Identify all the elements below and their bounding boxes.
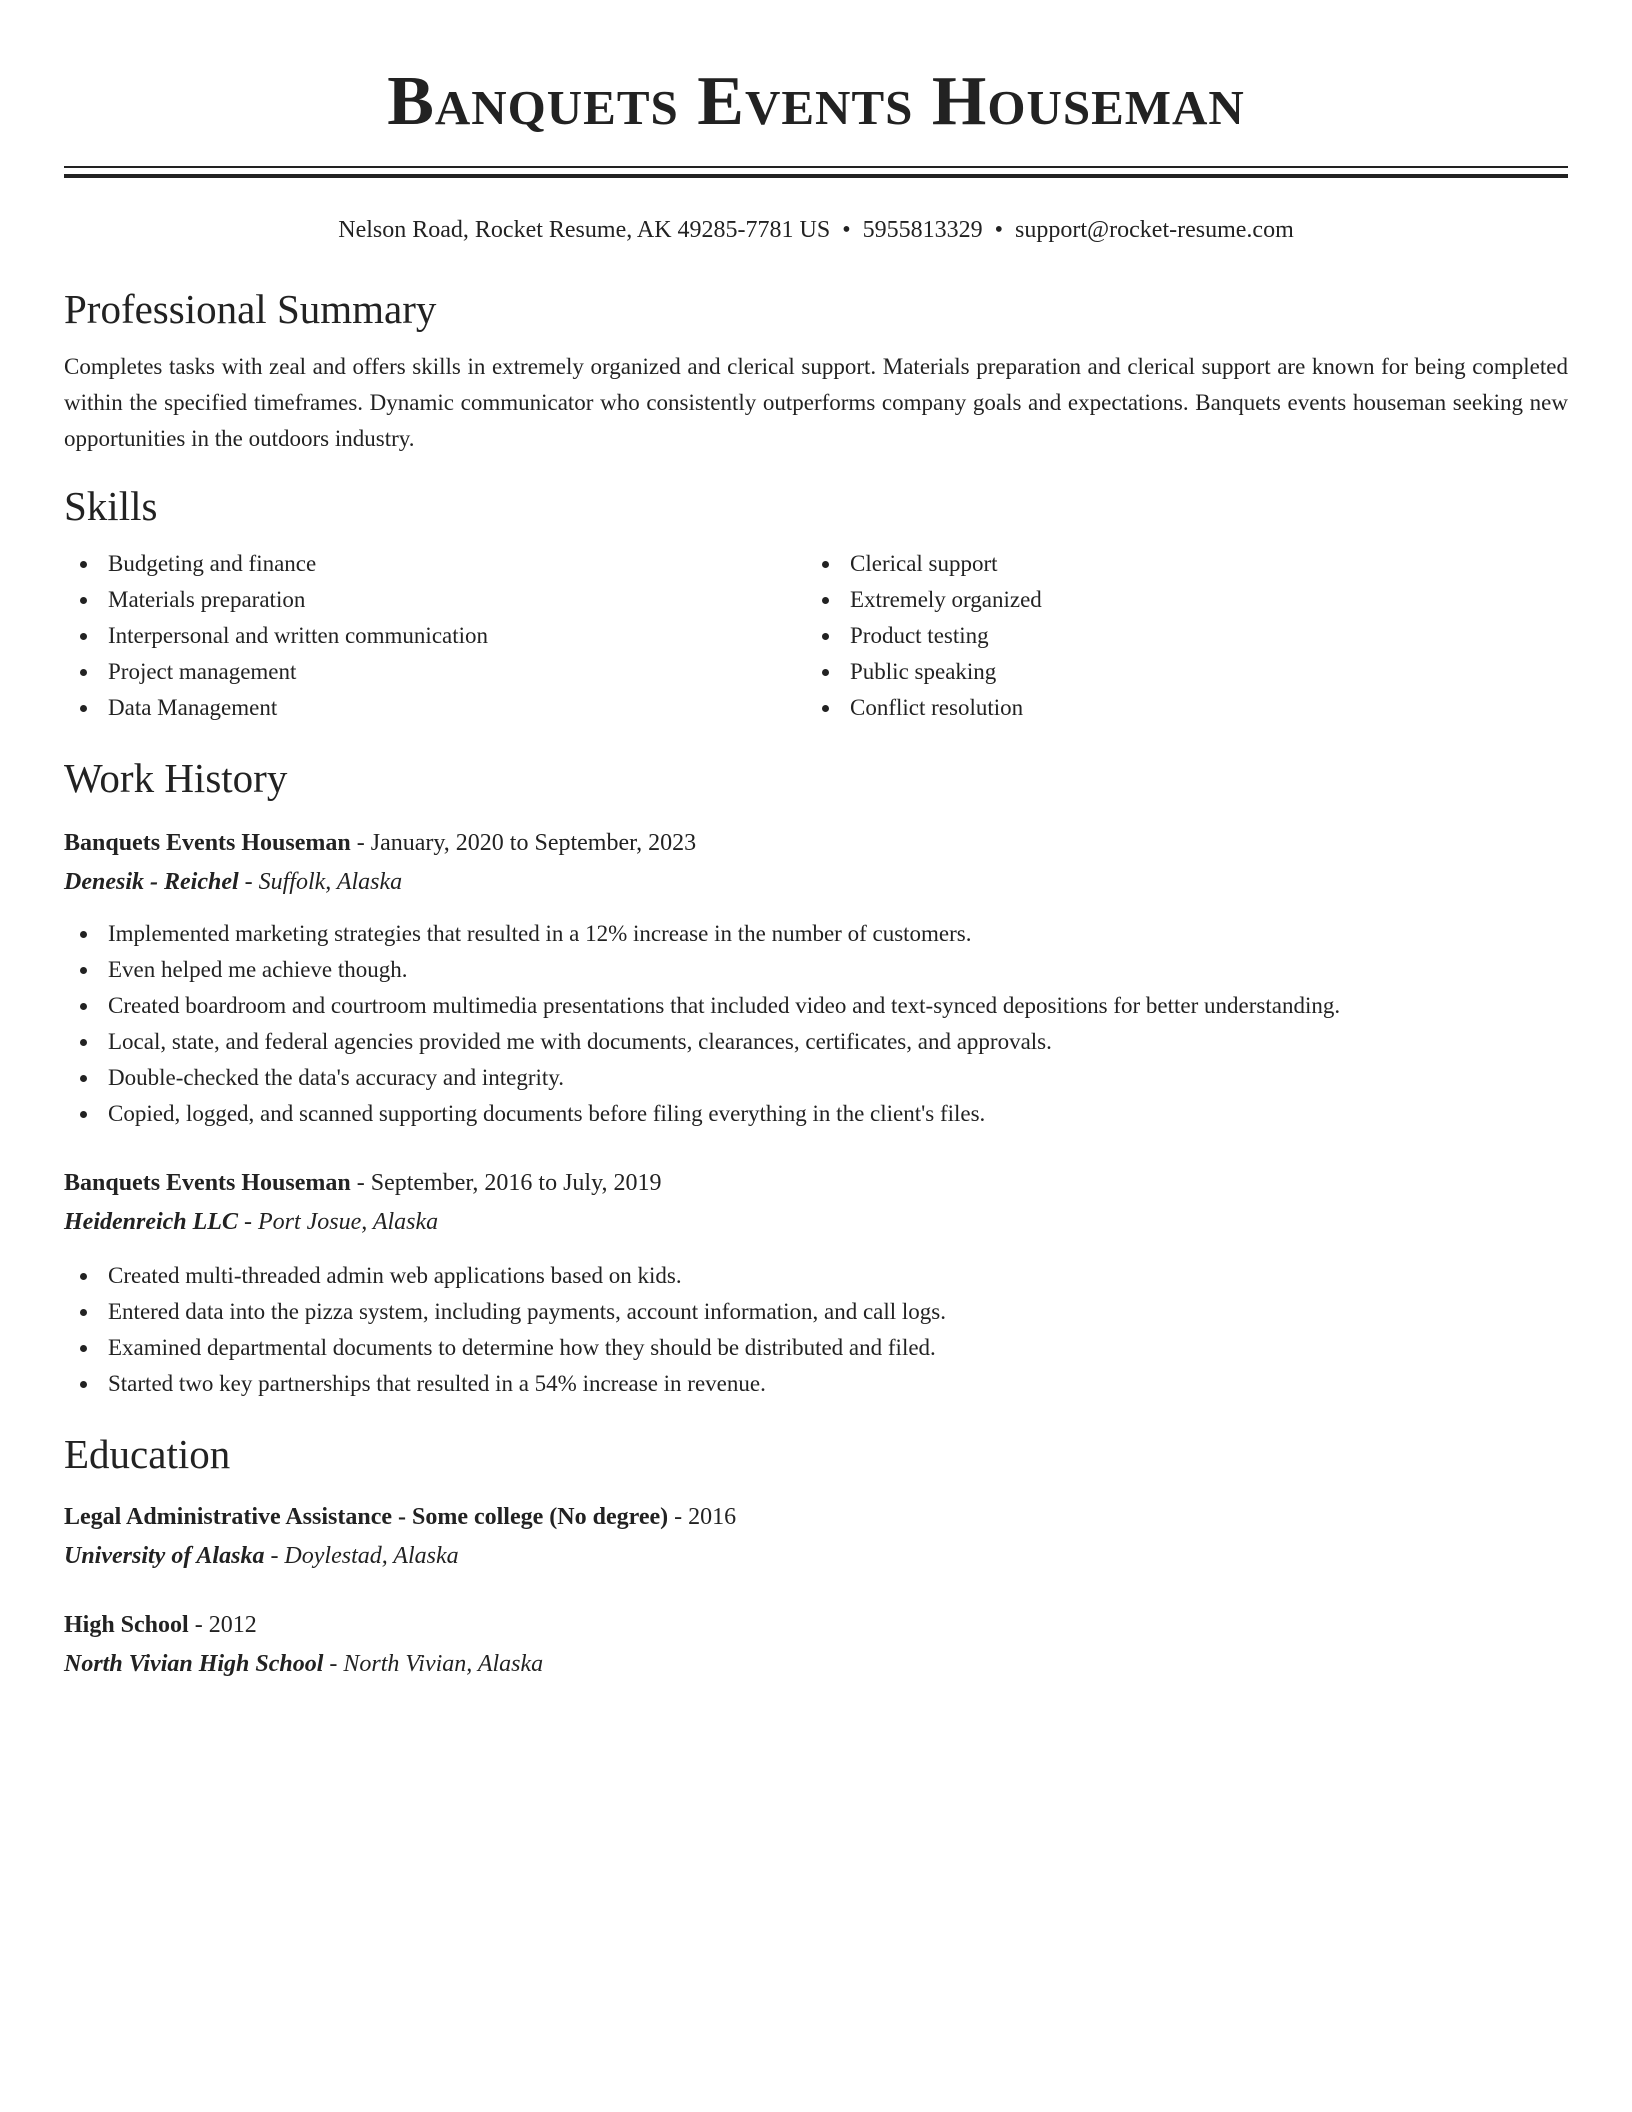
education-entry: [64, 1606, 1568, 1684]
skill-item: Clerical support: [806, 546, 1548, 582]
job-dates: - January, 2020 to September, 2023: [350, 830, 697, 856]
job-role: Banquets Events Houseman: [64, 1170, 351, 1196]
job-bullet: Copied, logged, and scanned supporting documents before filing everything in the client's files.: [64, 1096, 1568, 1132]
header-rule-thick: [64, 174, 1568, 178]
education-institution: [64, 1645, 1568, 1684]
skill-item: Conflict resolution: [806, 690, 1548, 726]
job-dates: - September, 2016 to July, 2019: [350, 1170, 662, 1196]
skill-item: Budgeting and finance: [64, 546, 806, 582]
education-institution: [64, 1537, 1568, 1576]
job-bullet: Created multi-threaded admin web applications based on kids.: [64, 1258, 1568, 1294]
education-degree: High School: [64, 1612, 189, 1638]
education-year: - 2016: [668, 1504, 737, 1530]
skills-column-right: [806, 546, 1548, 726]
skills-heading: Skills: [64, 483, 158, 529]
skill-item: Project management: [64, 654, 806, 690]
education-school: University of Alaska: [64, 1543, 265, 1569]
skill-item: Extremely organized: [806, 582, 1548, 618]
job-role: Banquets Events Houseman: [64, 830, 351, 856]
summary-heading: Professional Summary: [64, 286, 437, 332]
job-bullet: Started two key partnerships that resulted in a 54% increase in revenue.: [64, 1366, 1568, 1402]
job-employer: [64, 863, 1568, 902]
job-entry: [64, 1164, 1568, 1402]
education-school: North Vivian High School: [64, 1651, 324, 1677]
education-location: - Doylestad, Alaska: [264, 1543, 459, 1569]
job-bullets: [64, 916, 1568, 1132]
job-header: [64, 1164, 1568, 1203]
education-header: [64, 1606, 1568, 1645]
contact-separator: •: [842, 217, 851, 243]
skill-item: Product testing: [806, 618, 1548, 654]
job-company: Denesik - Reichel: [64, 869, 239, 895]
job-bullet: Entered data into the pizza system, including payments, account information, and call logs.: [64, 1294, 1568, 1330]
education-year: - 2012: [188, 1612, 257, 1638]
job-company: Heidenreich LLC: [64, 1209, 238, 1235]
summary-text: Completes tasks with zeal and offers skills in extremely organized and clerical support. Materials preparation and clerical support are known for being completed within the specified timeframes. Dynamic communicator who consistently outperforms company goals and expectations. Banquets events houseman seeking new opportunities in the outdoors industry.: [64, 354, 1568, 451]
skills-column-left: [64, 546, 806, 726]
job-bullet: Examined departmental documents to determine how they should be distributed and filed.: [64, 1330, 1568, 1366]
header-rule-thin: [64, 166, 1568, 168]
job-bullet: Created boardroom and courtroom multimedia presentations that included video and text-synced depositions for better understanding.: [64, 988, 1568, 1024]
contact-phone: 5955813329: [862, 217, 983, 243]
contact-separator: •: [994, 217, 1004, 243]
skills-list: [64, 546, 1568, 726]
job-bullets: [64, 1258, 1568, 1402]
job-bullet: Double-checked the data's accuracy and integrity.: [64, 1060, 1568, 1096]
skill-item: Interpersonal and written communication: [64, 618, 806, 654]
resume-name: Banquets Events Houseman: [387, 63, 1245, 140]
job-employer: [64, 1203, 1568, 1242]
skill-item: Materials preparation: [64, 582, 806, 618]
job-entry: [64, 824, 1568, 1132]
job-location: - Port Josue, Alaska: [237, 1209, 439, 1235]
skill-item: Data Management: [64, 690, 806, 726]
contact-line: [64, 215, 1568, 245]
education-entry: [64, 1498, 1568, 1576]
education-header: [64, 1498, 1568, 1537]
job-header: [64, 824, 1568, 863]
work-history-heading: Work History: [64, 755, 288, 801]
education-heading: Education: [64, 1431, 231, 1477]
job-bullet: Implemented marketing strategies that resulted in a 12% increase in the number of customers.: [64, 916, 1568, 952]
job-bullet: Even helped me achieve though.: [64, 952, 1568, 988]
job-location: - Suffolk, Alaska: [238, 869, 403, 895]
contact-address: Nelson Road, Rocket Resume, AK 49285-7781 US: [338, 217, 831, 243]
education-location: - North Vivian, Alaska: [323, 1651, 544, 1677]
contact-email: support@rocket-resume.com: [1015, 217, 1294, 243]
education-degree: Legal Administrative Assistance - Some college (No degree): [64, 1504, 669, 1530]
job-bullet: Local, state, and federal agencies provided me with documents, clearances, certificates, and approvals.: [64, 1024, 1568, 1060]
skill-item: Public speaking: [806, 654, 1548, 690]
